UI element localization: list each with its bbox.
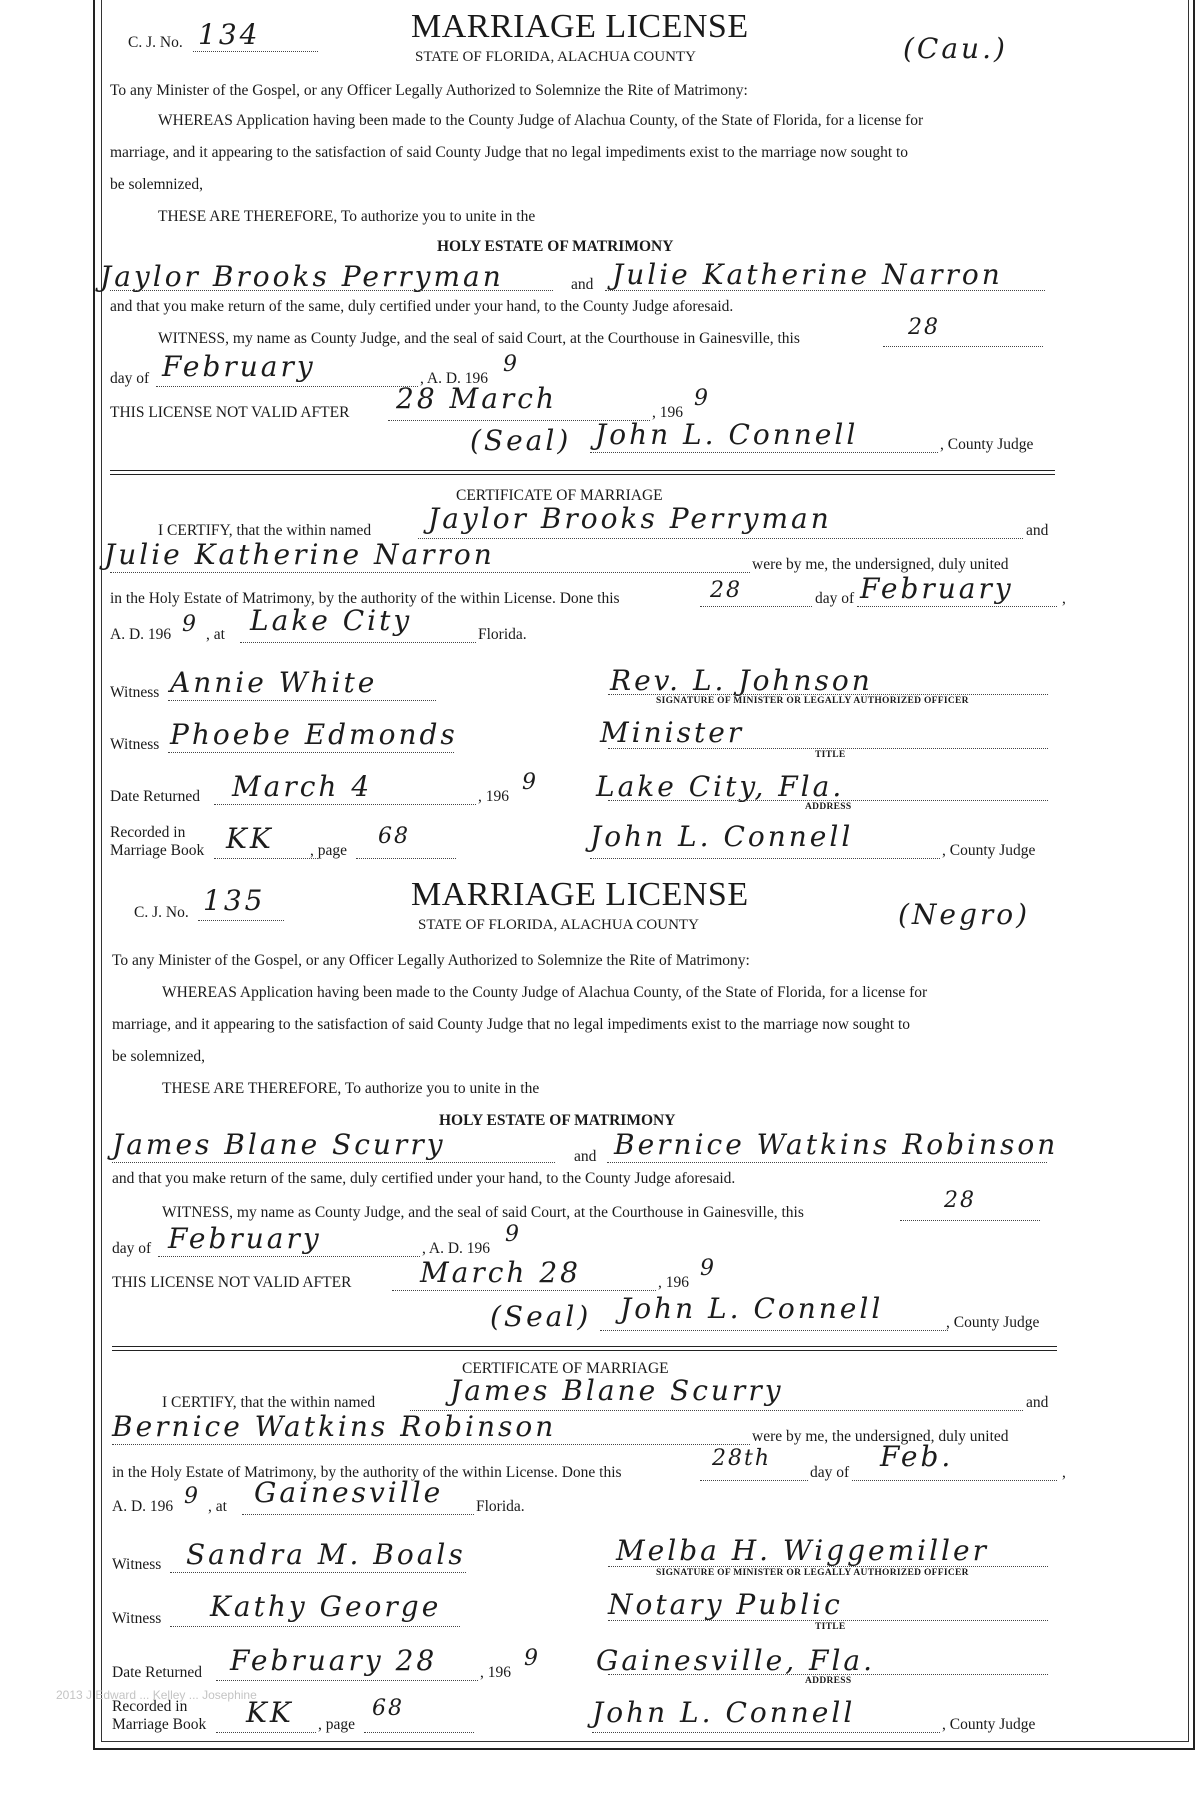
certify-label: I CERTIFY, that the within named [158,522,372,539]
license-subtitle: STATE OF FLORIDA, ALACHUA COUNTY [418,917,699,933]
and-label: and [574,1148,597,1165]
cj-no-label: C. J. No. [128,34,183,51]
not-valid-year-label: , 196 [652,404,683,421]
place: Lake City [250,604,413,637]
groom-name: Jaylor Brooks Perryman [100,260,504,293]
not-valid-year-label: , 196 [658,1274,689,1291]
page-label: , page [318,1716,356,1733]
county-judge-label: , County Judge [946,1314,1040,1331]
title-value: Notary Public [608,1588,843,1621]
florida-label: Florida. [478,626,527,643]
ad2-label: A. D. 196 [110,626,172,643]
returned-year: 9 [522,770,538,795]
year-digit: 9 [505,1222,521,1247]
county-judge-label-2: , County Judge [942,842,1036,859]
witness-1: Annie White [170,666,378,699]
race-note: (Negro) [898,898,1031,931]
at-label: , at [206,626,225,643]
county-judge-label: , County Judge [940,436,1034,453]
not-valid-date: March 28 [420,1256,581,1289]
done-month: February [860,572,1014,605]
not-valid-date: 28 March [396,382,557,415]
whereas-line-3: be solemnized, [110,176,203,193]
certificate-title: CERTIFICATE OF MARRIAGE [462,1360,669,1377]
bride-name: Julie Katherine Narron [612,258,1003,291]
not-valid-label: THIS LICENSE NOT VALID AFTER [110,404,350,421]
seal: (Seal) [470,424,572,457]
license-title: MARRIAGE LICENSE [411,876,749,913]
witness-day: 28 [908,315,940,340]
holy-estate-heading: HOLY ESTATE OF MATRIMONY [437,238,674,255]
ad-label: , A. D. 196 [422,1240,491,1257]
not-valid-year: 9 [694,386,710,411]
seal: (Seal) [490,1300,592,1333]
cj-no-value: 134 [198,18,261,51]
returned-year: 9 [524,1646,540,1671]
certify-label: I CERTIFY, that the within named [162,1394,376,1411]
day-of-label-2: day of [815,590,855,607]
page-value: 68 [378,824,410,849]
done-month: Feb. [880,1440,954,1473]
cj-no-value: 135 [203,884,266,917]
date-returned-label: Date Returned [110,788,200,805]
cert-groom: James Blane Scurry [450,1374,784,1407]
page-value: 68 [372,1696,404,1721]
month: February [168,1222,322,1255]
not-valid-year: 9 [700,1256,716,1281]
judge-signature: John L. Connell [620,1292,884,1325]
cj-no-label: C. J. No. [134,904,189,921]
done-day: 28 [710,578,742,603]
holy-estate-line: in the Holy Estate of Matrimony, by the authority of the within License. Done this [110,590,620,607]
were-by-me: were by me, the undersigned, duly united [752,1428,1009,1445]
witness-label-2: Witness [110,736,160,753]
whereas-line-1: WHEREAS Application having been made to the County Judge of Alachua County, of the State of Florida, for a license for [158,112,924,129]
witness-label-2: Witness [112,1610,162,1627]
witness-label-1: Witness [110,684,160,701]
whereas-line-1: WHEREAS Application having been made to the County Judge of Alachua County, of the State of Florida, for a license for [162,984,928,1001]
ad2-year: 9 [184,1484,200,1509]
recorder-signature: John L. Connell [592,1696,856,1729]
whereas-line-3: be solemnized, [112,1048,205,1065]
were-by-me: were by me, the undersigned, duly united [752,556,1009,573]
return-line: and that you make return of the same, duly certified under your hand, to the County Judge aforesaid. [112,1170,736,1187]
title-value: Minister [600,716,745,749]
therefore-line: THESE ARE THEREFORE, To authorize you to unite in the [162,1080,540,1097]
cert-and-label: and [1026,522,1049,539]
officer-caption: SIGNATURE OF MINISTER OR LEGALLY AUTHORIZED OFFICER [656,696,969,706]
officer-caption: SIGNATURE OF MINISTER OR LEGALLY AUTHORIZED OFFICER [656,1568,969,1578]
groom-name: James Blane Scurry [112,1128,446,1161]
book: KK [246,1696,294,1729]
race-note: (Cau.) [903,32,1008,65]
recorded-label-1: Recorded in [110,824,186,841]
cert-bride: Bernice Watkins Robinson [112,1410,557,1443]
therefore-line: THESE ARE THEREFORE, To authorize you to unite in the [158,208,536,225]
license-title: MARRIAGE LICENSE [411,8,749,45]
comma: , [1062,590,1066,607]
recorded-label-2: Marriage Book [112,1716,207,1733]
cert-and-label: and [1026,1394,1049,1411]
place: Gainesville [254,1476,444,1509]
watermark: 2013 J Edward ... Kelley ... Josephine [56,1688,257,1702]
title-caption: TITLE [815,750,846,760]
officer-signature: Rev. L. Johnson [610,664,873,697]
witness-line: WITNESS, my name as County Judge, and the seal of said Court, at the Courthouse in Gainesville, this [162,1204,804,1221]
returned-year-label: , 196 [478,788,509,805]
day-of-label: day of [110,370,150,387]
county-judge-label-2: , County Judge [942,1716,1036,1733]
witness-day: 28 [944,1188,976,1213]
witness-line: WITNESS, my name as County Judge, and the seal of said Court, at the Courthouse in Gainesville, this [158,330,800,347]
address-caption: ADDRESS [805,1676,852,1686]
certificate-title: CERTIFICATE OF MARRIAGE [456,487,663,504]
month: February [162,350,316,383]
not-valid-label: THIS LICENSE NOT VALID AFTER [112,1274,352,1291]
and-label: and [571,276,594,293]
officer-signature: Melba H. Wiggemiller [616,1534,989,1567]
florida-label: Florida. [476,1498,525,1515]
cert-groom: Jaylor Brooks Perryman [428,502,832,535]
at-label: , at [208,1498,227,1515]
address-value: Gainesville, Fla. [596,1644,876,1677]
address-value: Lake City, Fla. [596,770,845,803]
whereas-line-2: marriage, and it appearing to the satisfaction of said County Judge that no legal impediments exist to the marriage now sought to [112,1016,911,1033]
witness-label-1: Witness [112,1556,162,1573]
bride-name: Bernice Watkins Robinson [614,1128,1059,1161]
judge-signature: John L. Connell [595,418,859,451]
day-of-label-2: day of [810,1464,850,1481]
book: KK [226,822,274,855]
ad2-label: A. D. 196 [112,1498,174,1515]
recorded-label-2: Marriage Book [110,842,205,859]
address-line: To any Minister of the Gospel, or any Officer Legally Authorized to Solemnize the Rite of Matrimony: [110,82,748,99]
returned-year-label: , 196 [480,1664,511,1681]
day-of-label: day of [112,1240,152,1257]
holy-estate-line: in the Holy Estate of Matrimony, by the authority of the within License. Done this [112,1464,622,1481]
return-line: and that you make return of the same, duly certified under your hand, to the County Judge aforesaid. [110,298,734,315]
done-day: 28th [712,1446,772,1471]
address-caption: ADDRESS [805,802,852,812]
ad-label: , A. D. 196 [420,370,489,387]
year-digit: 9 [503,352,519,377]
license-subtitle: STATE OF FLORIDA, ALACHUA COUNTY [415,49,696,65]
holy-estate-heading: HOLY ESTATE OF MATRIMONY [439,1112,676,1129]
witness-1: Sandra M. Boals [186,1538,466,1571]
whereas-line-2: marriage, and it appearing to the satisfaction of said County Judge that no legal impediments exist to the marriage now sought to [110,144,909,161]
date-returned: February 28 [230,1644,438,1677]
witness-2: Phoebe Edmonds [170,718,458,751]
date-returned: March 4 [232,770,373,803]
page-label: , page [310,842,348,859]
title-caption: TITLE [815,1622,846,1632]
witness-2: Kathy George [210,1590,442,1623]
recorder-signature: John L. Connell [590,820,854,853]
ad2-year: 9 [182,612,198,637]
date-returned-label: Date Returned [112,1664,202,1681]
cert-bride: Julie Katherine Narron [104,538,495,571]
recorded-label-1: Recorded in [112,1698,188,1715]
address-line: To any Minister of the Gospel, or any Officer Legally Authorized to Solemnize the Rite of Matrimony: [112,952,750,969]
comma: , [1062,1464,1066,1481]
